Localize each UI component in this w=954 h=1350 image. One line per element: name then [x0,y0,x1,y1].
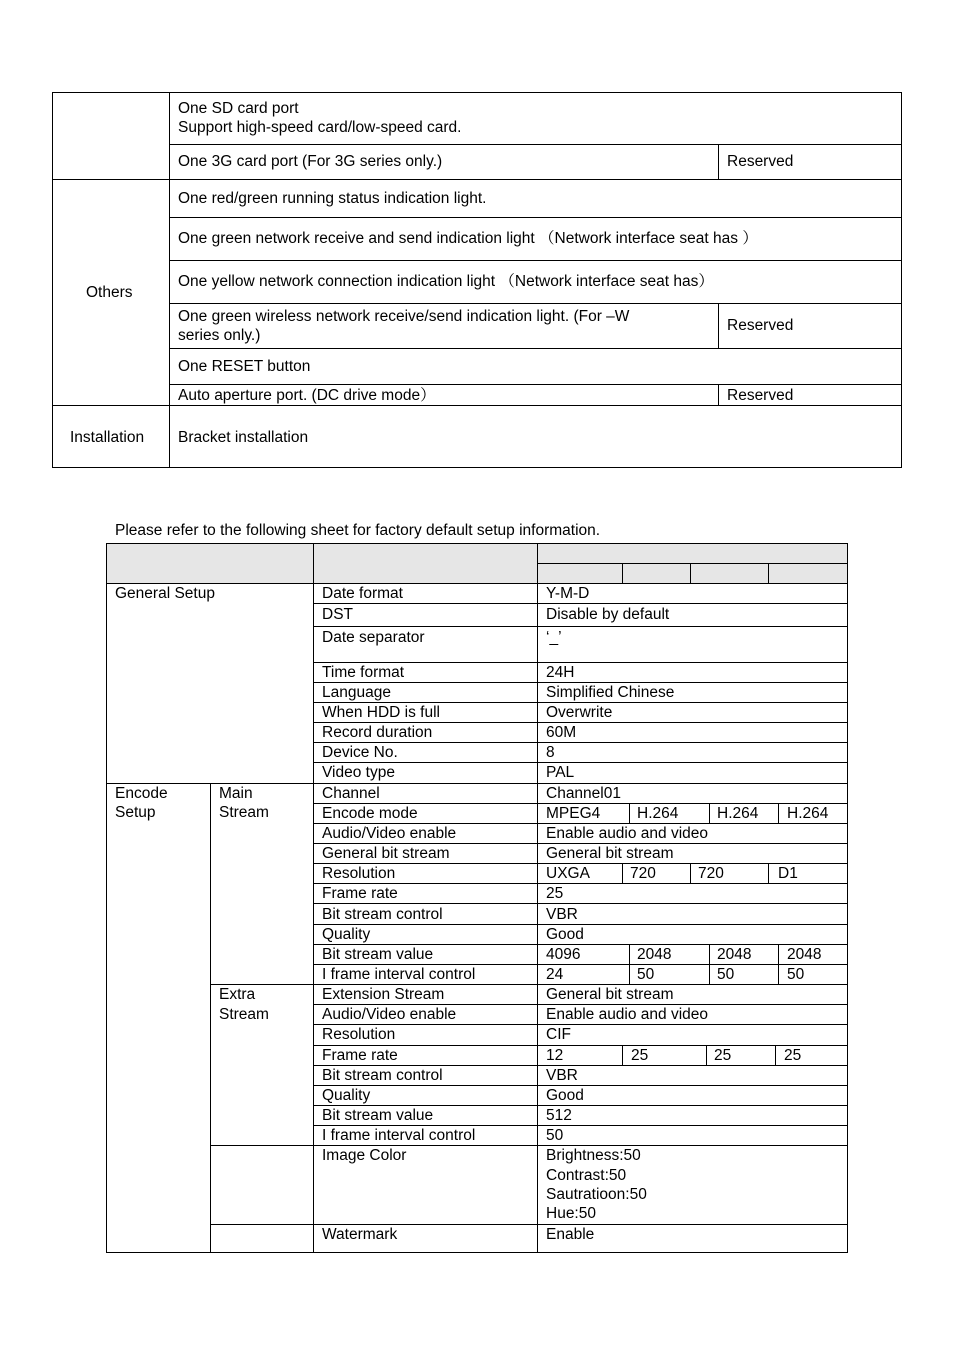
aperture-reserved: Reserved [727,387,794,404]
extra-frame-rate-label: Frame rate [322,1047,398,1064]
language-value: Simplified Chinese [546,684,675,701]
extra-stream-label-1: Extra [219,986,256,1003]
device-no-value: 8 [546,744,555,761]
quality-label: Quality [322,926,371,943]
net-conn-text: One yellow network connection indication light （Network interface seat has） [178,273,714,290]
reset-button-text: One RESET button [178,358,311,375]
record-duration-value: 60M [546,724,577,741]
3g-card-text: One 3G card port (For 3G series only.) [178,153,443,170]
image-color-label: Image Color [322,1147,407,1164]
watermark-value: Enable [546,1226,595,1243]
bit-stream-control-label: Bit stream control [322,906,443,923]
installation-label: Installation [70,429,145,446]
watermark-label: Watermark [322,1226,398,1243]
av-enable-label: Audio/Video enable [322,825,457,842]
installation-value: Bracket installation [178,429,309,446]
quality-value: Good [546,926,584,943]
encode-setup-label-2: Setup [115,804,156,821]
image-color-value: Sautratioon:50 [546,1186,647,1203]
wireless-text-2: series only.) [178,327,261,344]
sd-card-text: One SD card port [178,100,299,117]
image-color-value: Brightness:50 [546,1147,641,1164]
extra-iframe-interval-value: 50 [546,1127,564,1144]
wireless-text-1: One green wireless network receive/send indication light. (For –W [178,308,630,325]
resolution-value: D1 [778,865,798,882]
main-stream-label-2: Stream [219,804,269,821]
image-color-value: Contrast:50 [546,1167,627,1184]
resolution-value: UXGA [546,865,590,882]
encode-mode-value: H.264 [787,805,829,822]
intro-text: Please refer to the following sheet for factory default setup information. [115,522,601,539]
extra-stream-label-2: Stream [219,1006,269,1023]
extra-resolution-label: Resolution [322,1026,396,1043]
3g-reserved: Reserved [727,153,794,170]
frame-rate-value: 25 [546,885,564,902]
resolution-value: 720 [630,865,656,882]
extra-frame-rate-value: 25 [784,1047,802,1064]
language-label: Language [322,684,391,701]
av-enable-value: Enable audio and video [546,825,709,842]
main-stream-label-1: Main [219,785,253,802]
general-bit-stream-label: General bit stream [322,845,450,862]
extra-bit-stream-value: 512 [546,1107,572,1124]
dst-value: Disable by default [546,606,670,623]
status-light-text: One red/green running status indication light. [178,190,487,207]
time-format-label: Time format [322,664,405,681]
iframe-interval-label: I frame interval control [322,966,476,983]
extra-av-enable-value: Enable audio and video [546,1006,709,1023]
extra-quality-value: Good [546,1087,584,1104]
video-type-value: PAL [546,764,575,781]
bit-stream-value: 2048 [717,946,752,963]
date-format-value: Y-M-D [546,585,590,602]
encode-setup-label-1: Encode [115,785,168,802]
extra-av-enable-label: Audio/Video enable [322,1006,457,1023]
resolution-value: 720 [698,865,724,882]
iframe-interval-value: 50 [717,966,735,983]
dst-label: DST [322,606,353,623]
channel-label: Channel [322,785,380,802]
resolution-label: Resolution [322,865,396,882]
bit-stream-value: 4096 [546,946,581,963]
date-separator-label: Date separator [322,629,425,646]
bit-stream-control-value: VBR [546,906,578,923]
date-format-label: Date format [322,585,403,602]
hdd-full-label: When HDD is full [322,704,440,721]
frame-rate-label: Frame rate [322,885,398,902]
encode-mode-value: H.264 [717,805,759,822]
others-label: Others [86,284,133,301]
encode-mode-value: H.264 [637,805,679,822]
aperture-text: Auto aperture port. (DC drive mode） [178,387,436,404]
extra-frame-rate-value: 12 [546,1047,564,1064]
record-duration-label: Record duration [322,724,433,741]
hdd-full-value: Overwrite [546,704,613,721]
encode-mode-label: Encode mode [322,805,418,822]
iframe-interval-value: 50 [637,966,655,983]
extra-bit-stream-control-label: Bit stream control [322,1067,443,1084]
extra-bit-stream-value-label: Bit stream value [322,1107,434,1124]
extension-stream-label: Extension Stream [322,986,445,1003]
encode-mode-value: MPEG4 [546,805,601,822]
bit-stream-value-label: Bit stream value [322,946,434,963]
iframe-interval-value: 24 [546,966,564,983]
extra-quality-label: Quality [322,1087,371,1104]
extra-resolution-value: CIF [546,1026,571,1043]
extra-iframe-interval-label: I frame interval control [322,1127,476,1144]
video-type-label: Video type [322,764,395,781]
net-rx-tx-text: One green network receive and send indication light （Network interface seat has ） [178,230,758,247]
sd-card-support-text: Support high-speed card/low-speed card. [178,119,462,136]
bit-stream-value: 2048 [787,946,822,963]
wireless-reserved: Reserved [727,317,794,334]
extension-stream-value: General bit stream [546,986,674,1003]
date-separator-value: ‘_’ [546,629,562,646]
extra-frame-rate-value: 25 [714,1047,732,1064]
extra-bit-stream-control-value: VBR [546,1067,578,1084]
time-format-value: 24H [546,664,575,681]
iframe-interval-value: 50 [787,966,805,983]
general-setup-label: General Setup [115,585,215,602]
extra-frame-rate-value: 25 [631,1047,649,1064]
bit-stream-value: 2048 [637,946,672,963]
general-bit-stream-value: General bit stream [546,845,674,862]
image-color-value: Hue:50 [546,1205,596,1222]
channel-value: Channel01 [546,785,621,802]
device-no-label: Device No. [322,744,398,761]
